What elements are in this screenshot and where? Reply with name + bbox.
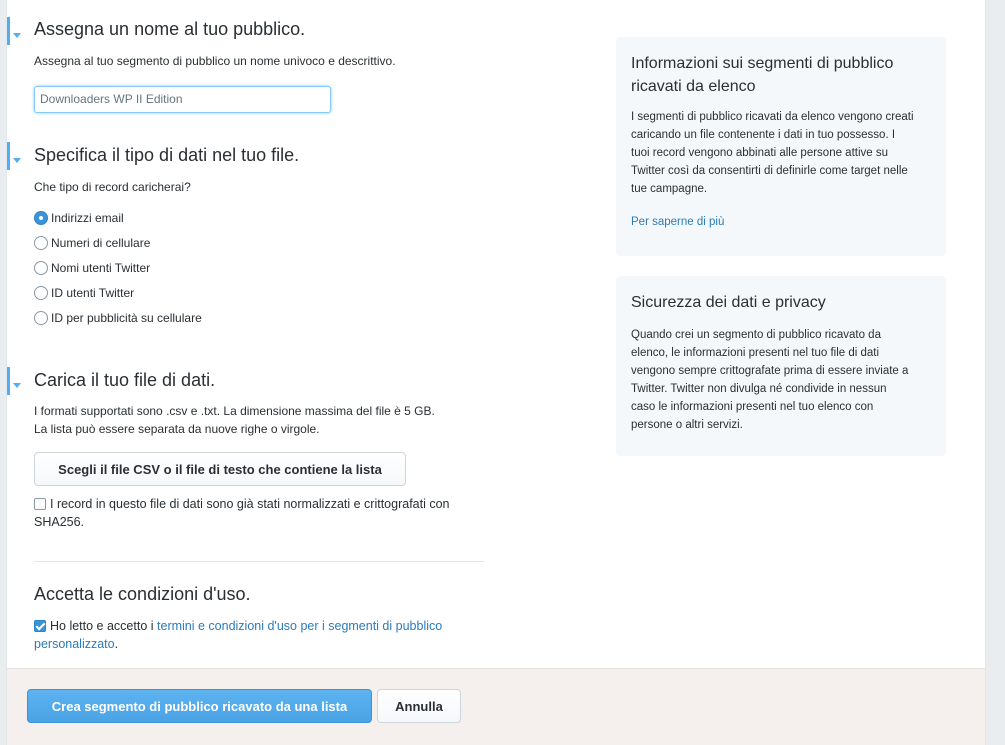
info-body-line: caricando un file contenente i dati in tuo possesso. I	[631, 129, 896, 141]
radio-label: Indirizzi email	[51, 211, 124, 225]
radio-button[interactable]	[34, 236, 48, 250]
record-type-question: Che tipo di record caricherai?	[34, 180, 191, 194]
privacy-body-line: Twitter. Twitter non divulga né condivide in nessun	[631, 383, 887, 395]
privacy-body-line: Quando crei un segmento di pubblico ricavato da	[631, 329, 881, 341]
radio-button[interactable]	[34, 261, 48, 275]
upload-separator-text: La lista può essere separata da nuove righe o virgole.	[34, 422, 320, 436]
privacy-panel-title: Sicurezza dei dati e privacy	[631, 294, 826, 311]
info-panel	[616, 37, 946, 256]
terms-suffix: .	[114, 637, 119, 651]
learn-more-link[interactable]: Per saperne di più	[631, 216, 725, 228]
form-footer	[7, 668, 985, 745]
create-audience-button[interactable]: Crea segmento di pubblico ricavato da una lista	[27, 689, 372, 723]
privacy-body-line: caso le informazioni presenti nel tuo elenco con	[631, 401, 874, 413]
terms-checkbox[interactable]	[34, 620, 46, 632]
hashed-checkbox[interactable]	[34, 498, 46, 510]
privacy-body-line: elenco, le informazioni presenti nel tuo file di dati	[631, 347, 880, 359]
radio-label: Nomi utenti Twitter	[51, 261, 151, 275]
radio-label: ID per pubblicità su cellulare	[51, 311, 202, 325]
radio-option-user-ids[interactable]	[34, 285, 134, 301]
chevron-down-icon[interactable]	[13, 33, 21, 38]
section-title-name: Assegna un nome al tuo pubblico.	[34, 19, 306, 39]
section-marker	[7, 17, 10, 45]
privacy-panel	[616, 276, 946, 456]
radio-option-mobile-ad-ids[interactable]	[34, 310, 202, 326]
radio-option-mobile[interactable]	[34, 235, 150, 251]
choose-file-button[interactable]: Scegli il file CSV o il file di testo che contiene la lista	[34, 452, 406, 486]
privacy-body-line: vengono sempre crittografate prima di essere inviate a	[631, 365, 909, 377]
info-panel-title-line2: ricavati da elenco	[631, 78, 756, 95]
radio-button[interactable]	[34, 286, 48, 300]
section-title-type: Specifica il tipo di dati nel tuo file.	[34, 145, 300, 165]
upload-formats-text: I formati supportati sono .csv e .txt. La dimensione massima del file è 5 GB.	[34, 404, 435, 418]
info-body-line: tue campagne.	[631, 183, 708, 195]
info-panel-body	[631, 108, 931, 198]
hashed-label-line2: SHA256.	[34, 515, 85, 529]
radio-button[interactable]	[34, 211, 48, 225]
info-body-line: tuoi record vengono abbinati alle persone attive su	[631, 147, 889, 159]
terms-link-continued[interactable]: personalizzato	[34, 637, 115, 651]
section-marker	[7, 142, 10, 170]
hashed-label-line1: I record in questo file di dati sono già stati normalizzati e crittografati con	[50, 497, 450, 511]
divider	[34, 561, 484, 562]
privacy-panel-body	[631, 326, 931, 434]
cancel-button[interactable]: Annulla	[377, 689, 461, 723]
audience-name-input[interactable]: Downloaders WP II Edition	[34, 86, 331, 113]
radio-button[interactable]	[34, 311, 48, 325]
chevron-down-icon[interactable]	[13, 158, 21, 163]
info-body-line: Twitter così da consentirti di definirle come target nelle	[631, 165, 908, 177]
terms-prefix: Ho letto e accetto i	[50, 619, 158, 633]
info-body-line: I segmenti di pubblico ricavati da elenco vengono creati	[631, 111, 914, 123]
radio-label: Numeri di cellulare	[51, 236, 151, 250]
chevron-down-icon[interactable]	[13, 383, 21, 388]
audience-form-card	[6, 0, 986, 745]
radio-option-usernames[interactable]	[34, 260, 150, 276]
radio-label: ID utenti Twitter	[51, 286, 135, 300]
section-marker	[7, 367, 10, 395]
privacy-body-line: persone o altri servizi.	[631, 419, 743, 431]
hashed-checkbox-row[interactable]	[34, 495, 450, 531]
section-title-upload: Carica il tuo file di dati.	[34, 370, 216, 390]
section-description-name: Assegna al tuo segmento di pubblico un nome univoco e descrittivo.	[34, 54, 396, 68]
info-panel-title-line1: Informazioni sui segmenti di pubblico	[631, 55, 894, 72]
terms-link[interactable]: termini e condizioni d'uso per i segmenti di pubblico	[157, 619, 443, 633]
section-title-terms: Accetta le condizioni d'uso.	[34, 584, 251, 604]
terms-checkbox-row[interactable]	[34, 617, 442, 653]
radio-option-email[interactable]	[34, 210, 124, 226]
